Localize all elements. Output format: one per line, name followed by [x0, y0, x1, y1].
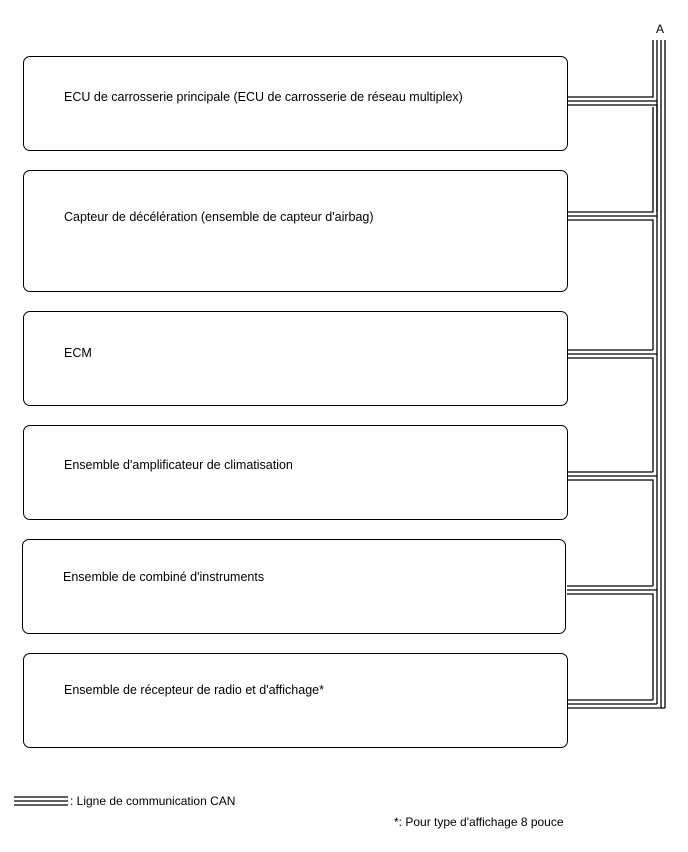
ecu-box-ecm: [23, 311, 568, 406]
ecu-label: Ensemble de récepteur de radio et d'affichage*: [64, 683, 324, 697]
ecu-box-deceleration-sensor: [23, 170, 568, 292]
connector-label-a: A: [656, 22, 665, 36]
ecu-box-combination-meter: [22, 539, 566, 634]
ecu-label: Ensemble de combiné d'instruments: [63, 570, 265, 584]
ecu-box-air-conditioning-amplifier: [23, 425, 568, 520]
ecu-label: ECM: [64, 346, 92, 360]
legend-text: : Ligne de communication CAN: [70, 794, 236, 808]
ecu-label: ECU de carrosserie principale (ECU de carrosserie de réseau multiplex): [64, 90, 463, 104]
legend-can-line-symbol: [14, 797, 68, 805]
ecu-label: Ensemble d'amplificateur de climatisation: [64, 458, 293, 472]
ecu-box-radio-display-receiver: [23, 653, 568, 748]
can-bus-trunk: [657, 40, 665, 708]
can-bus-branches: [567, 40, 665, 708]
footnote: *: Pour type d'affichage 8 pouce: [394, 815, 564, 829]
ecu-box-main-body: [23, 56, 568, 151]
ecu-label: Capteur de décélération (ensemble de capteur d'airbag): [64, 210, 374, 224]
